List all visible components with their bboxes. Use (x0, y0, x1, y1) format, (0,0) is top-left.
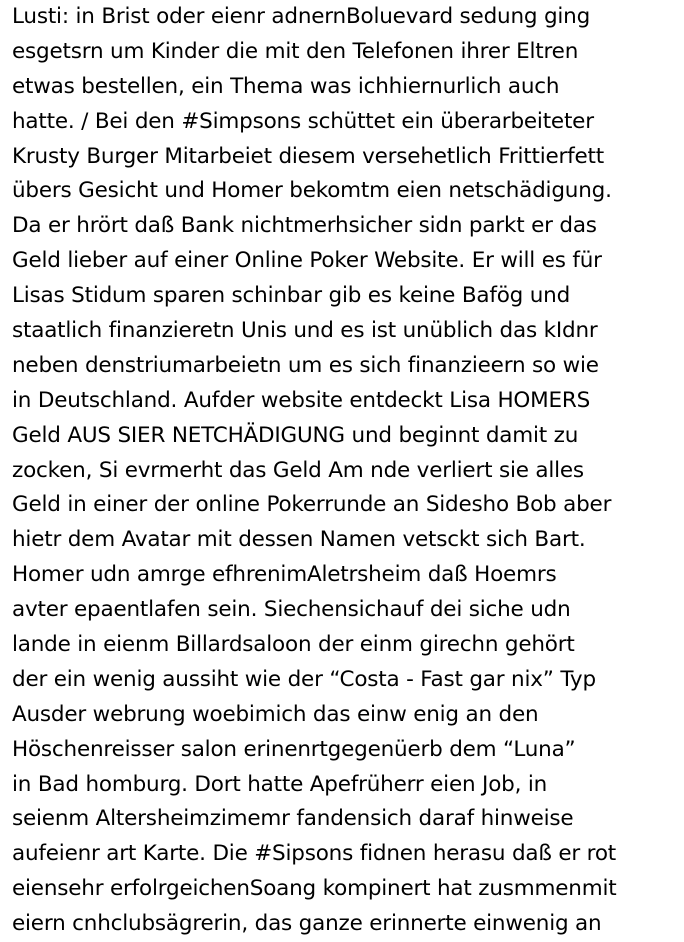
body-text (12, 0, 684, 942)
text-line: Lisas Stidum sparen schinbar gib es keine Bafög und (12, 283, 571, 309)
text-line: der ein wenig aussiht wie der “Costa - Fast gar nix” Typ (12, 666, 596, 692)
text-line: Homer udn amrge efhrenimAletrsheim daß Hoemrs (12, 562, 557, 588)
text-line: eiensehr erfolrgeichenSoang kompinert hat zusmmenmit (12, 876, 617, 902)
text-line: Lusti: in Brist oder eienr adnernBoluevard sedung ging (12, 4, 591, 29)
text-line: in Deutschland. Aufder website entdeckt Lisa HOMERS (12, 387, 591, 413)
text-line: übers Gesicht und Homer bekomtm eien netschädigung. (12, 178, 612, 204)
text-line: Geld lieber auf einer Online Poker Website. Er will es für (12, 248, 602, 274)
text-line: hietr dem Avatar mit dessen Namen vetsckt sich Bart. (12, 527, 586, 553)
text-line: etwas bestellen, ein Thema was ichhiernurlich auch (12, 73, 560, 99)
text-line: hatte. / Bei den #Simpsons schüttet ein überarbeiteter (12, 108, 594, 134)
text-line: lande in eienm Billardsaloon der einm girechn gehört (12, 632, 575, 658)
text-line: avter epaentlafen sein. Siechensichauf dei siche udn (12, 597, 571, 623)
text-line: aufeienr art Karte. Die #Sipsons fidnen herasu daß er rot (12, 841, 617, 867)
text-line: staatlich finanzieretn Unis und es ist unüblich das kIdnr (12, 318, 598, 344)
text-line: in Bad homburg. Dort hatte Apefrüherr eien Job, in (12, 771, 548, 797)
text-line: Geld AUS SIER NETCHÄDIGUNG und beginnt damit zu (12, 422, 579, 448)
text-line: zocken, Si evrmerht das Geld Am nde verliert sie alles (12, 457, 584, 483)
text-line: eiern cnhclubsägrerin, das ganze erinnerte einwenig an (12, 911, 602, 937)
text-line: Da er hrört daß Bank nichtmerhsicher sidn parkt er das (12, 213, 597, 239)
text-line: Krusty Burger Mitarbeiet diesem versehetlich Frittierfett (12, 143, 605, 169)
text-line: Höschenreisser salon erinenrtgegenüerb dem “Luna” (12, 736, 576, 762)
text-line: esgetsrn um Kinder die mit den Telefonen ihrer Eltren (12, 38, 579, 64)
text-line: neben denstriumarbeietn um es sich finanzieern so wie (12, 352, 599, 378)
text-line: Geld in einer der online Pokerrunde an Sidesho Bob aber (12, 492, 612, 518)
text-line: Ausder webrung woebimich das einw enig an den (12, 701, 539, 727)
text-line: seienm Altersheimzimemr fandensich daraf hinweise (12, 806, 574, 832)
